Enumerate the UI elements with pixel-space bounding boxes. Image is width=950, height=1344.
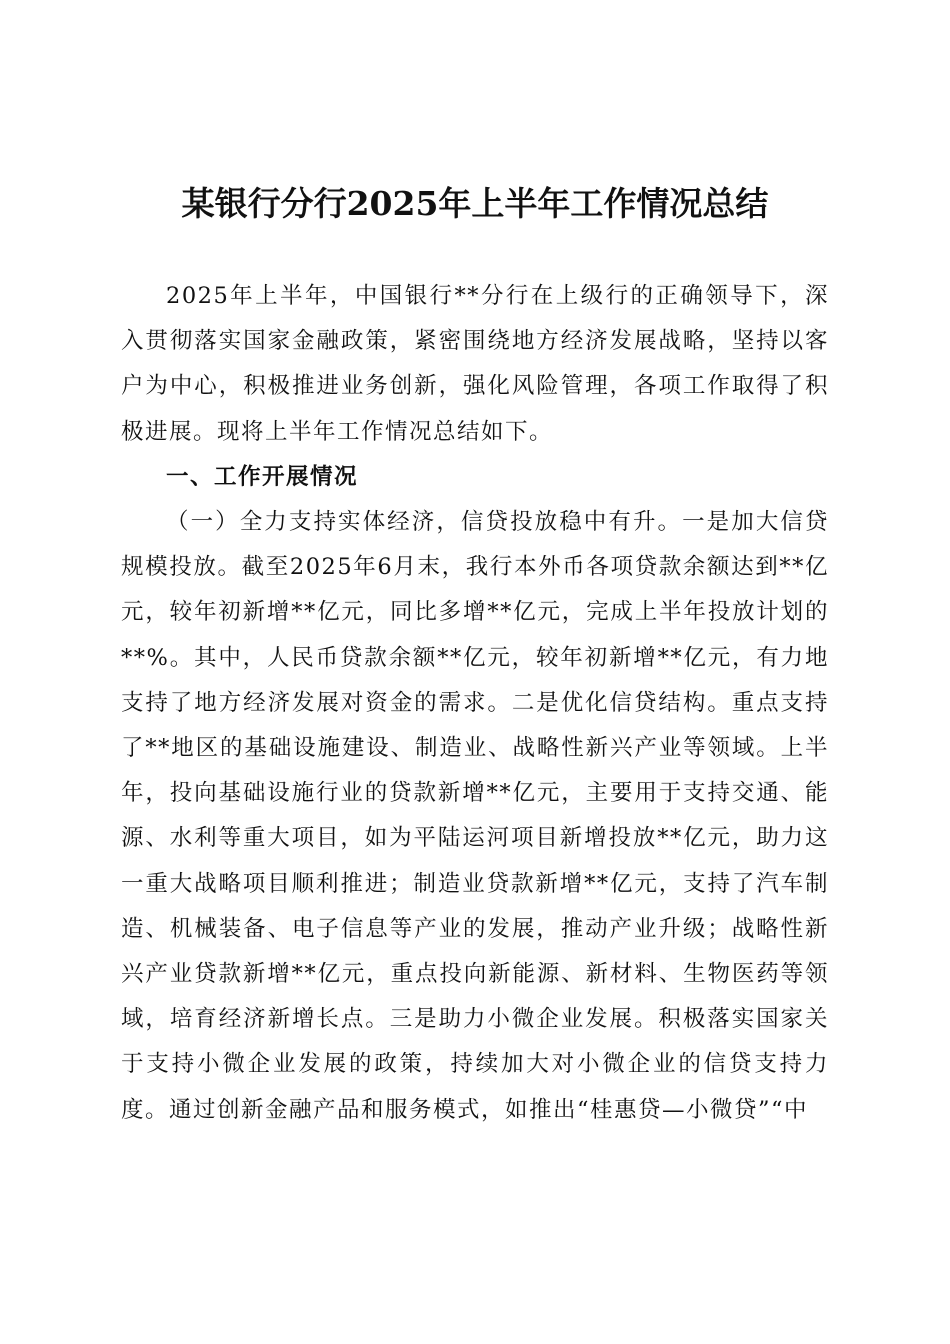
- intro-paragraph: 2025年上半年，中国银行**分行在上级行的正确领导下，深入贯彻落实国家金融政策，紧密围绕地方经济发展战略，坚持以客户为中心，积极推进业务创新，强化风险管理，各项工作取得了积极进展。现将上半年工作情况总结如下。: [121, 283, 829, 445]
- document-body: [121, 274, 829, 1133]
- section-paragraph: （一）全力支持实体经济，信贷投放稳中有升。一是加大信贷规模投放。截至2025年6月末，我行本外币各项贷款余额达到**亿元，较年初新增**亿元，同比多增**亿元，完成上半年投放计划的**%。其中，人民币贷款余额**亿元，较年初新增**亿元，有力地支持了地方经济发展对资金的需求。二是优化信贷结构。重点支持了**地区的基础设施建设、制造业、战略性新兴产业等领域。上半年，投向基础设施行业的贷款新增**亿元，主要用于支持交通、能源、水利等重大项目，如为平陆运河项目新增投放**亿元，助力这一重大战略项目顺利推进；制造业贷款新增**亿元，支持了汽车制造、机械装备、电子信息等产业的发展，推动产业升级；战略性新兴产业贷款新增**亿元，重点投向新能源、新材料、生物医药等领域，培育经济新增长点。三是助力小微企业发展。积极落实国家关于支持小微企业发展的政策，持续加大对小微企业的信贷支持力度。通过创新金融产品和服务模式，如推出“桂惠贷—小微贷”“中: [121, 509, 829, 1123]
- document-title: 某银行分行2025年上半年工作情况总结: [181, 184, 769, 223]
- section-heading: 一、工作开展情况: [166, 463, 359, 490]
